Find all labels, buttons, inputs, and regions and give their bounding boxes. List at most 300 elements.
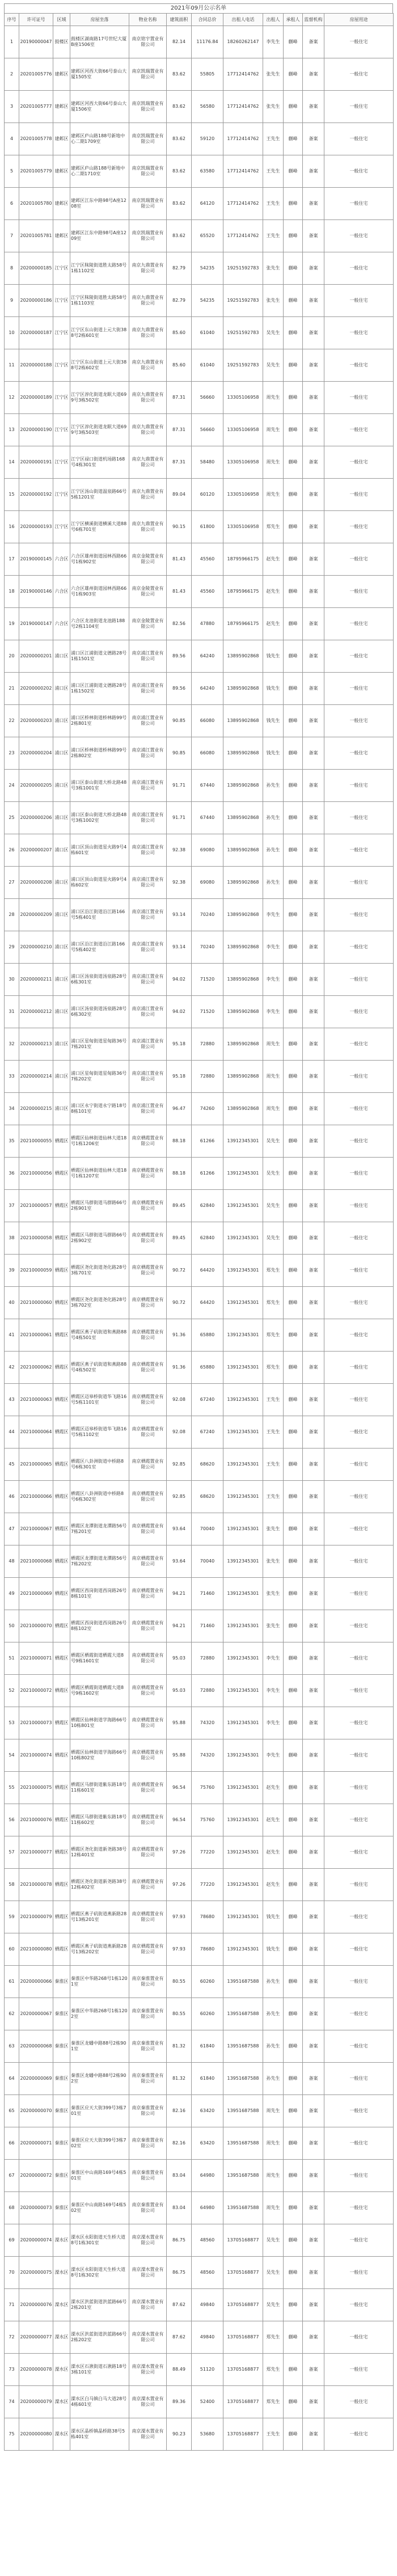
table-cell: 22 xyxy=(5,705,19,737)
table-row xyxy=(5,2354,394,2386)
table-row xyxy=(5,382,394,414)
table-row xyxy=(5,964,394,996)
table-cell: 浦口区 xyxy=(53,705,70,737)
table-cell: 20210000073 xyxy=(19,1707,53,1739)
table-cell: 87.62 xyxy=(167,2321,192,2354)
table-cell: 栖霞区尧化街道新尧路38号12栋402室 xyxy=(70,1869,129,1901)
table-cell: 江宁区 xyxy=(53,446,70,479)
table-cell: 浦口区 xyxy=(53,1028,70,1061)
table-cell: 71460 xyxy=(192,1610,223,1642)
table-cell: 13305106958 xyxy=(223,414,263,446)
table-row xyxy=(5,2224,394,2257)
table-cell: 13912345301 xyxy=(223,1739,263,1772)
table-cell: 浦口区永宁街道永宁路18号8栋101室 xyxy=(70,1093,129,1125)
table-cell: 李先生 xyxy=(263,964,284,996)
table-cell: 南京栖霞置业有限公司 xyxy=(129,1287,167,1319)
table-cell: 89.45 xyxy=(167,1222,192,1255)
table-cell: 63420 xyxy=(192,2127,223,2160)
table-cell: 13951687588 xyxy=(223,1966,263,1998)
table-cell: 97.26 xyxy=(167,1869,192,1901)
table-cell: 16 xyxy=(5,511,19,543)
table-cell: 64980 xyxy=(192,2192,223,2224)
table-cell: 85.60 xyxy=(167,349,192,382)
table-cell: 20210000070 xyxy=(19,1610,53,1642)
table-cell: 南京栖霞置业有限公司 xyxy=(129,1190,167,1222)
table-cell: 13895902868 xyxy=(223,834,263,867)
table-cell: 20190000147 xyxy=(19,608,53,640)
table-cell: 90.85 xyxy=(167,705,192,737)
column-header: 监督机构 xyxy=(303,14,324,26)
table-cell: 蒯峰 xyxy=(284,1610,303,1642)
table-cell: 栖霞区 xyxy=(53,1384,70,1416)
table-cell: 20200000208 xyxy=(19,867,53,899)
table-cell: 蒯峰 xyxy=(284,1545,303,1578)
table-row xyxy=(5,673,394,705)
table-cell: 20210000067 xyxy=(19,1513,53,1545)
table-cell: 一般住宅 xyxy=(324,1901,394,1933)
table-cell: 20201005781 xyxy=(19,220,53,252)
table-cell: 81.32 xyxy=(167,2063,192,2095)
table-cell: 一般住宅 xyxy=(324,1061,394,1093)
table-cell: 备案 xyxy=(303,802,324,834)
table-cell: 蒯峰 xyxy=(284,123,303,155)
table-cell: 建邺区江东中路98号A座1208室 xyxy=(70,188,129,220)
table-cell: 20200000077 xyxy=(19,2321,53,2354)
table-cell: 张先生 xyxy=(263,1513,284,1545)
table-cell: 42 xyxy=(5,1352,19,1384)
table-cell: 一般住宅 xyxy=(324,1772,394,1804)
table-cell: 13951687588 xyxy=(223,2095,263,2127)
table-cell: 备案 xyxy=(303,705,324,737)
table-cell: 一般住宅 xyxy=(324,576,394,608)
table-cell: 蒯峰 xyxy=(284,2418,303,2451)
table-cell: 李先生 xyxy=(263,899,284,931)
table-cell: 9 xyxy=(5,285,19,317)
table-row xyxy=(5,1869,394,1901)
table-cell: 13705168877 xyxy=(223,2386,263,2418)
table-cell: 74 xyxy=(5,2386,19,2418)
table-cell: 一般住宅 xyxy=(324,26,394,58)
table-cell: 20210000079 xyxy=(19,1901,53,1933)
table-cell: 87.31 xyxy=(167,414,192,446)
table-cell: 90.72 xyxy=(167,1287,192,1319)
table-cell: 34 xyxy=(5,1093,19,1125)
table-cell: 蒯峰 xyxy=(284,446,303,479)
table-cell: 90.72 xyxy=(167,1255,192,1287)
table-cell: 一般住宅 xyxy=(324,1869,394,1901)
table-cell: 61800 xyxy=(192,511,223,543)
table-cell: 备案 xyxy=(303,673,324,705)
table-cell: 江宁区汤山街道温泉路66号5栋1201室 xyxy=(70,479,129,511)
table-cell: 56 xyxy=(5,1804,19,1836)
table-cell: 17712414762 xyxy=(223,58,263,91)
table-cell: 蒯峰 xyxy=(284,705,303,737)
table-cell: 备案 xyxy=(303,155,324,188)
table-cell: 20210000060 xyxy=(19,1287,53,1319)
table-cell: 20210000080 xyxy=(19,1933,53,1966)
table-cell: 蒯峰 xyxy=(284,802,303,834)
table-cell: 20200000191 xyxy=(19,446,53,479)
table-cell: 六合区 xyxy=(53,576,70,608)
table-cell: 13895902868 xyxy=(223,640,263,673)
table-row xyxy=(5,834,394,867)
table-cell: 备案 xyxy=(303,1416,324,1449)
table-cell: 13895902868 xyxy=(223,737,263,770)
table-cell: 一般住宅 xyxy=(324,737,394,770)
table-cell: 53680 xyxy=(192,2418,223,2451)
table-cell: 备案 xyxy=(303,414,324,446)
column-header: 序号 xyxy=(5,14,19,26)
table-cell: 蒯峰 xyxy=(284,1998,303,2030)
table-cell: 王先生 xyxy=(263,2418,284,2451)
table-cell: 13912345301 xyxy=(223,1675,263,1707)
table-cell: 郑先生 xyxy=(263,511,284,543)
table-cell: 备案 xyxy=(303,1449,324,1481)
table-cell: 20200000201 xyxy=(19,640,53,673)
table-cell: 67240 xyxy=(192,1384,223,1416)
table-cell: 70240 xyxy=(192,931,223,964)
table-cell: 蒯峰 xyxy=(284,1772,303,1804)
table-cell: 13895902868 xyxy=(223,899,263,931)
table-cell: 83.62 xyxy=(167,123,192,155)
table-cell: 江宁区东山街道上元大街388号2栋601室 xyxy=(70,317,129,349)
table-cell: 65 xyxy=(5,2095,19,2127)
table-cell: 蒯峰 xyxy=(284,1707,303,1739)
table-cell: 备案 xyxy=(303,2321,324,2354)
table-cell: 备案 xyxy=(303,1836,324,1869)
table-cell: 栖霞区 xyxy=(53,1255,70,1287)
table-cell: 61266 xyxy=(192,1158,223,1190)
table-cell: 85.60 xyxy=(167,317,192,349)
table-cell: 21 xyxy=(5,673,19,705)
table-cell: 钱先生 xyxy=(263,1901,284,1933)
table-cell: 一般住宅 xyxy=(324,1384,394,1416)
table-cell: 64420 xyxy=(192,1255,223,1287)
table-cell: 蒯峰 xyxy=(284,673,303,705)
table-cell: 备案 xyxy=(303,543,324,576)
table-cell: 南京溧水置业有限公司 xyxy=(129,2257,167,2289)
table-cell: 蒯峰 xyxy=(284,2095,303,2127)
table-cell: 一般住宅 xyxy=(324,1222,394,1255)
table-cell: 备案 xyxy=(303,2095,324,2127)
table-cell: 一般住宅 xyxy=(324,1287,394,1319)
table-cell: 82.14 xyxy=(167,26,192,58)
table-cell: 69080 xyxy=(192,834,223,867)
table-cell: 六合区雄州街道园林西路66号1栋902室 xyxy=(70,543,129,576)
table-cell: 一般住宅 xyxy=(324,1610,394,1642)
table-cell: 张先生 xyxy=(263,58,284,91)
table-cell: 一般住宅 xyxy=(324,1352,394,1384)
table-row xyxy=(5,2418,394,2451)
table-cell: 60120 xyxy=(192,479,223,511)
table-cell: 55805 xyxy=(192,58,223,91)
table-row xyxy=(5,931,394,964)
table-cell: 53 xyxy=(5,1707,19,1739)
table-cell: 吴先生 xyxy=(263,2224,284,2257)
table-cell: 南京浦江置业有限公司 xyxy=(129,867,167,899)
table-cell: 50 xyxy=(5,1610,19,1642)
table-cell: 83.04 xyxy=(167,2160,192,2192)
table-cell: 一般住宅 xyxy=(324,188,394,220)
table-row xyxy=(5,511,394,543)
table-cell: 13951687588 xyxy=(223,2030,263,2063)
table-cell: 栖霞区仙林街道学海路66号10栋802室 xyxy=(70,1739,129,1772)
table-cell: 13912345301 xyxy=(223,1578,263,1610)
table-cell: 一般住宅 xyxy=(324,511,394,543)
table-cell: 18 xyxy=(5,576,19,608)
table-cell: 李先生 xyxy=(263,1675,284,1707)
table-cell: 栖霞区 xyxy=(53,1449,70,1481)
table-cell: 周先生 xyxy=(263,1093,284,1125)
table-cell: 20200000072 xyxy=(19,2160,53,2192)
table-cell: 六合区雄州街道园林西路66号1栋903室 xyxy=(70,576,129,608)
table-cell: 20200000074 xyxy=(19,2224,53,2257)
table-cell: 南京溧水置业有限公司 xyxy=(129,2321,167,2354)
table-cell: 江宁区 xyxy=(53,252,70,285)
table-cell: 南京栖霞置业有限公司 xyxy=(129,1125,167,1158)
table-row xyxy=(5,1545,394,1578)
table-cell: 江宁区淳化街道龙眠大道699号3栋503室 xyxy=(70,414,129,446)
column-header: 许可证号 xyxy=(19,14,53,26)
table-row xyxy=(5,1125,394,1158)
table-cell: 20210000075 xyxy=(19,1772,53,1804)
table-cell: 王先生 xyxy=(263,1384,284,1416)
table-cell: 20200000212 xyxy=(19,996,53,1028)
table-cell: 63580 xyxy=(192,155,223,188)
table-cell: 35 xyxy=(5,1125,19,1158)
table-cell: 一般住宅 xyxy=(324,2030,394,2063)
table-cell: 备案 xyxy=(303,1190,324,1222)
table-cell: 南京栖霞置业有限公司 xyxy=(129,1739,167,1772)
table-cell: 13895902868 xyxy=(223,705,263,737)
table-cell: 溧水区晶桥镇晶桥路38号5栋401室 xyxy=(70,2418,129,2451)
table-cell: 栖霞区马群街道马群路66号2栋902室 xyxy=(70,1222,129,1255)
table-cell: 13912345301 xyxy=(223,1513,263,1545)
table-cell: 20200000073 xyxy=(19,2192,53,2224)
table-cell: 栖霞区 xyxy=(53,1158,70,1190)
table-cell: 钱先生 xyxy=(263,737,284,770)
table-cell: 95.88 xyxy=(167,1707,192,1739)
table-cell: 87.62 xyxy=(167,2289,192,2321)
table-cell: 浦口区 xyxy=(53,834,70,867)
table-cell: 13305106958 xyxy=(223,382,263,414)
table-row xyxy=(5,640,394,673)
table-row xyxy=(5,802,394,834)
table-cell: 20210000065 xyxy=(19,1449,53,1481)
table-cell: 13705168877 xyxy=(223,2289,263,2321)
table-cell: 吴先生 xyxy=(263,1158,284,1190)
table-cell: 93.14 xyxy=(167,899,192,931)
table-cell: 南京溧水置业有限公司 xyxy=(129,2386,167,2418)
table-cell: 浦口区江浦街道文德路28号1栋1501室 xyxy=(70,640,129,673)
table-cell: 蒯峰 xyxy=(284,317,303,349)
table-cell: 备案 xyxy=(303,1481,324,1513)
table-cell: 备案 xyxy=(303,1610,324,1642)
table-cell: 71520 xyxy=(192,996,223,1028)
table-cell: 一般住宅 xyxy=(324,1028,394,1061)
table-cell: 一般住宅 xyxy=(324,2257,394,2289)
table-row xyxy=(5,155,394,188)
table-cell: 南京栖霞置业有限公司 xyxy=(129,1255,167,1287)
table-cell: 栖霞区八卦洲街道中桥路8号6栋302室 xyxy=(70,1481,129,1513)
table-cell: 13912345301 xyxy=(223,1901,263,1933)
table-cell: 64 xyxy=(5,2063,19,2095)
table-cell: 备案 xyxy=(303,1513,324,1545)
table-cell: 55 xyxy=(5,1772,19,1804)
table-cell: 87.31 xyxy=(167,382,192,414)
table-cell: 一般住宅 xyxy=(324,705,394,737)
table-cell: 20200000068 xyxy=(19,2030,53,2063)
table-cell: 一般住宅 xyxy=(324,996,394,1028)
table-cell: 鼓楼区 xyxy=(53,26,70,58)
table-cell: 81.43 xyxy=(167,576,192,608)
table-cell: 秦淮区中华路268号1栋1201室 xyxy=(70,1966,129,1998)
table-cell: 南京秦淮置业有限公司 xyxy=(129,1998,167,2030)
table-cell: 备案 xyxy=(303,2224,324,2257)
table-cell: 蒯峰 xyxy=(284,1319,303,1352)
table-cell: 25 xyxy=(5,802,19,834)
table-cell: 备案 xyxy=(303,1287,324,1319)
table-cell: 秦淮区龙蟠中路88号2栋901室 xyxy=(70,2030,129,2063)
table-cell: 南京九鼎置业有限公司 xyxy=(129,349,167,382)
table-cell: 64420 xyxy=(192,1287,223,1319)
table-cell: 备案 xyxy=(303,58,324,91)
table-cell: 备案 xyxy=(303,2354,324,2386)
column-header: 合同总价 xyxy=(192,14,223,26)
table-cell: 备案 xyxy=(303,1804,324,1836)
table-cell: 南京栖霞置业有限公司 xyxy=(129,1481,167,1513)
table-cell: 64240 xyxy=(192,673,223,705)
table-cell: 栖霞区 xyxy=(53,1416,70,1449)
table-cell: 93.64 xyxy=(167,1513,192,1545)
table-cell: 郑先生 xyxy=(263,1287,284,1319)
table-cell: 郑先生 xyxy=(263,2354,284,2386)
table-cell: 一般住宅 xyxy=(324,1739,394,1772)
table-cell: 20210000078 xyxy=(19,1869,53,1901)
table-cell: 91.36 xyxy=(167,1319,192,1352)
table-cell: 20200000069 xyxy=(19,2063,53,2095)
table-cell: 蒯峰 xyxy=(284,2192,303,2224)
table-row xyxy=(5,1255,394,1287)
table-cell: 蒯峰 xyxy=(284,964,303,996)
table-cell: 建邺区 xyxy=(53,220,70,252)
table-cell: 94.02 xyxy=(167,964,192,996)
table-cell: 91.71 xyxy=(167,802,192,834)
table-cell: 建邺区 xyxy=(53,155,70,188)
table-cell: 97.93 xyxy=(167,1901,192,1933)
table-cell: 95.88 xyxy=(167,1739,192,1772)
table-cell: 67 xyxy=(5,2160,19,2192)
table-row xyxy=(5,1352,394,1384)
table-cell: 南京九鼎置业有限公司 xyxy=(129,285,167,317)
table-cell: 备案 xyxy=(303,1319,324,1352)
table-cell: 蒯峰 xyxy=(284,2030,303,2063)
table-row xyxy=(5,91,394,123)
table-row xyxy=(5,2030,394,2063)
table-cell: 7 xyxy=(5,220,19,252)
table-row xyxy=(5,2257,394,2289)
table-cell: 67240 xyxy=(192,1416,223,1449)
table-row xyxy=(5,479,394,511)
table-cell: 95.03 xyxy=(167,1675,192,1707)
table-cell: 栖霞区燕子矶街道和燕路88号4栋502室 xyxy=(70,1352,129,1384)
table-cell: 栖霞区 xyxy=(53,1190,70,1222)
table-cell: 19251592783 xyxy=(223,285,263,317)
table-cell: 周先生 xyxy=(263,1028,284,1061)
table-cell: 20200000076 xyxy=(19,2289,53,2321)
table-cell: 49 xyxy=(5,1578,19,1610)
table-cell: 南京浦江置业有限公司 xyxy=(129,673,167,705)
table-cell: 蒯峰 xyxy=(284,1804,303,1836)
table-cell: 95.18 xyxy=(167,1028,192,1061)
table-cell: 蒯峰 xyxy=(284,2127,303,2160)
table-cell: 60 xyxy=(5,1933,19,1966)
table-cell: 南京九鼎置业有限公司 xyxy=(129,382,167,414)
table-cell: 77220 xyxy=(192,1836,223,1869)
table-cell: 浦口区 xyxy=(53,1061,70,1093)
table-cell: 蒯峰 xyxy=(284,608,303,640)
table-cell: 周先生 xyxy=(263,2127,284,2160)
table-cell: 一般住宅 xyxy=(324,899,394,931)
table-cell: 建邺区河西大街66号泰山大厦1506室 xyxy=(70,91,129,123)
table-cell: 南京秦淮置业有限公司 xyxy=(129,2063,167,2095)
table-cell: 吴先生 xyxy=(263,1125,284,1158)
table-cell: 72880 xyxy=(192,1028,223,1061)
table-cell: 20210000068 xyxy=(19,1545,53,1578)
table-cell: 一般住宅 xyxy=(324,1093,394,1125)
table-cell: 82.16 xyxy=(167,2095,192,2127)
table-cell: 83.62 xyxy=(167,155,192,188)
table-cell: 49840 xyxy=(192,2321,223,2354)
table-cell: 赵先生 xyxy=(263,608,284,640)
table-cell: 南京栖霞置业有限公司 xyxy=(129,1222,167,1255)
table-cell: 一般住宅 xyxy=(324,1675,394,1707)
table-cell: 江宁区 xyxy=(53,479,70,511)
table-cell: 54235 xyxy=(192,252,223,285)
table-cell: 13912345301 xyxy=(223,1481,263,1513)
table-cell: 江宁区东山街道上元大街388号2栋602室 xyxy=(70,349,129,382)
table-cell: 82.79 xyxy=(167,285,192,317)
table-cell: 吴先生 xyxy=(263,1222,284,1255)
table-cell: 南京栖霞置业有限公司 xyxy=(129,1901,167,1933)
table-cell: 一般住宅 xyxy=(324,382,394,414)
table-cell: 72880 xyxy=(192,1642,223,1675)
table-cell: 溧水区 xyxy=(53,2224,70,2257)
table-cell: 13895902868 xyxy=(223,770,263,802)
table-cell: 蒯峰 xyxy=(284,91,303,123)
table-cell: 蒯峰 xyxy=(284,1836,303,1869)
table-cell: 13705168877 xyxy=(223,2224,263,2257)
table-cell: 浦口区 xyxy=(53,673,70,705)
table-cell: 20200000213 xyxy=(19,1028,53,1061)
table-cell: 82.79 xyxy=(167,252,192,285)
table-cell: 69 xyxy=(5,2224,19,2257)
table-cell: 南京金陵置业有限公司 xyxy=(129,576,167,608)
table-cell: 南京栖霞置业有限公司 xyxy=(129,1319,167,1352)
table-cell: 47880 xyxy=(192,608,223,640)
table-cell: 秦淮区 xyxy=(53,2127,70,2160)
table-cell: 备案 xyxy=(303,285,324,317)
table-cell: 栖霞区 xyxy=(53,1933,70,1966)
table-cell: 栖霞区 xyxy=(53,1125,70,1158)
table-cell: 62 xyxy=(5,1998,19,2030)
table-cell: 一般住宅 xyxy=(324,673,394,705)
table-cell: 江宁区秣陵街道胜太路58号1栋1103室 xyxy=(70,285,129,317)
table-cell: 孙先生 xyxy=(263,834,284,867)
table-cell: 鼓楼区湖南路17号世纪大厦B座1506室 xyxy=(70,26,129,58)
table-cell: 83.62 xyxy=(167,188,192,220)
table-cell: 张先生 xyxy=(263,91,284,123)
